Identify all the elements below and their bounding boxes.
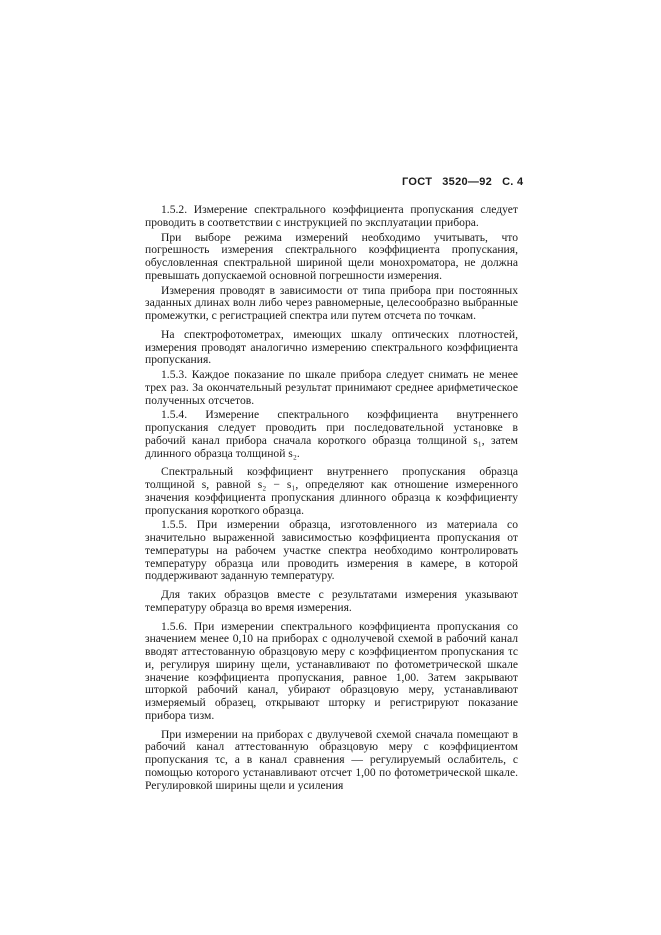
paragraph: Спектральный коэффициент внутреннего пропускания образца толщиной s, равной s₂ − s₁, определяют как отношение измеренного значения коэффициента пропускания длинного образца к коэффициенту пропускания короткого образца.: [145, 465, 518, 517]
paragraph: При измерении на приборах с двулучевой схемой сначала помещают в рабочий канал аттестованную образцовую меру с коэффициентом пропускания τс, а в канал сравнения — регулируемый ослабитель, с помощью которого устанавливают отсчет 1,00 по фотометрической шкале. Регулировкой ширины щели и усиления: [145, 727, 518, 792]
page-header: [402, 176, 542, 188]
page-number: С. 4: [502, 176, 524, 188]
paragraph: Для таких образцов вместе с результатами измерения указывают температуру образца во время измерения.: [145, 588, 518, 614]
paragraph-1-5-2: 1.5.2. Измерение спектрального коэффициента пропускания следует проводить в соответствии с инструкцией по эксплуатации прибора.: [145, 203, 518, 229]
standard-label: ГОСТ: [402, 176, 433, 188]
body-text: [145, 204, 518, 794]
paragraph: Измерения проводят в зависимости от типа прибора при постоянных заданных длинах волн либо через равномерные, целесообразно выбранные промежутки, с регистрацией спектра или путем отсчета по точкам.: [145, 283, 518, 322]
paragraph-1-5-6: 1.5.6. При измерении спектрального коэффициента пропускания со значением менее 0,10 на приборах с однолучевой схемой в рабочий канал вводят аттестованную образцовую меру с коэффициентом пропускания τс и, регулируя ширину щели, устанавливают по фотометрической шкале значение коэффициента пропускания, равное 1,00. Затем закрывают шторкой рабочий канал, убирают образцовую меру, устанавливают измеряемый образец, открывают шторку и регистрируют показание прибора τизм.: [145, 619, 518, 722]
paragraph: На спектрофотометрах, имеющих шкалу оптических плотностей, измерения проводят аналогично измерению спектрального коэффициента пропускания.: [145, 327, 518, 367]
paragraph-1-5-3: 1.5.3. Каждое показание по шкале прибора следует снимать не менее трех раз. За окончательный результат принимают среднее арифметическое полученных отсчетов.: [145, 368, 518, 407]
paragraph: При выборе режима измерений необходимо учитывать, что погрешность измерения спектрального коэффициента пропускания, обусловленная спектральной шириной щели монохроматора, не должна превышать допускаемой основной погрешности измерения.: [145, 230, 518, 282]
standard-number: 3520—92: [442, 176, 493, 188]
paragraph-1-5-5: 1.5.5. При измерении образца, изготовленного из материала со значительно выраженной зависимостью коэффициента пропускания от температуры на рабочем участке спектра необходимо контролировать температуру образца или проводить измерения в камере, в которой поддерживают заданную температуру.: [145, 518, 518, 583]
paragraph-1-5-4: 1.5.4. Измерение спектрального коэффициента внутреннего пропускания следует проводить при последовательной установке в рабочий канал прибора сначала короткого образца толщиной s₁, затем длинного образца толщиной s₂.: [145, 408, 518, 460]
